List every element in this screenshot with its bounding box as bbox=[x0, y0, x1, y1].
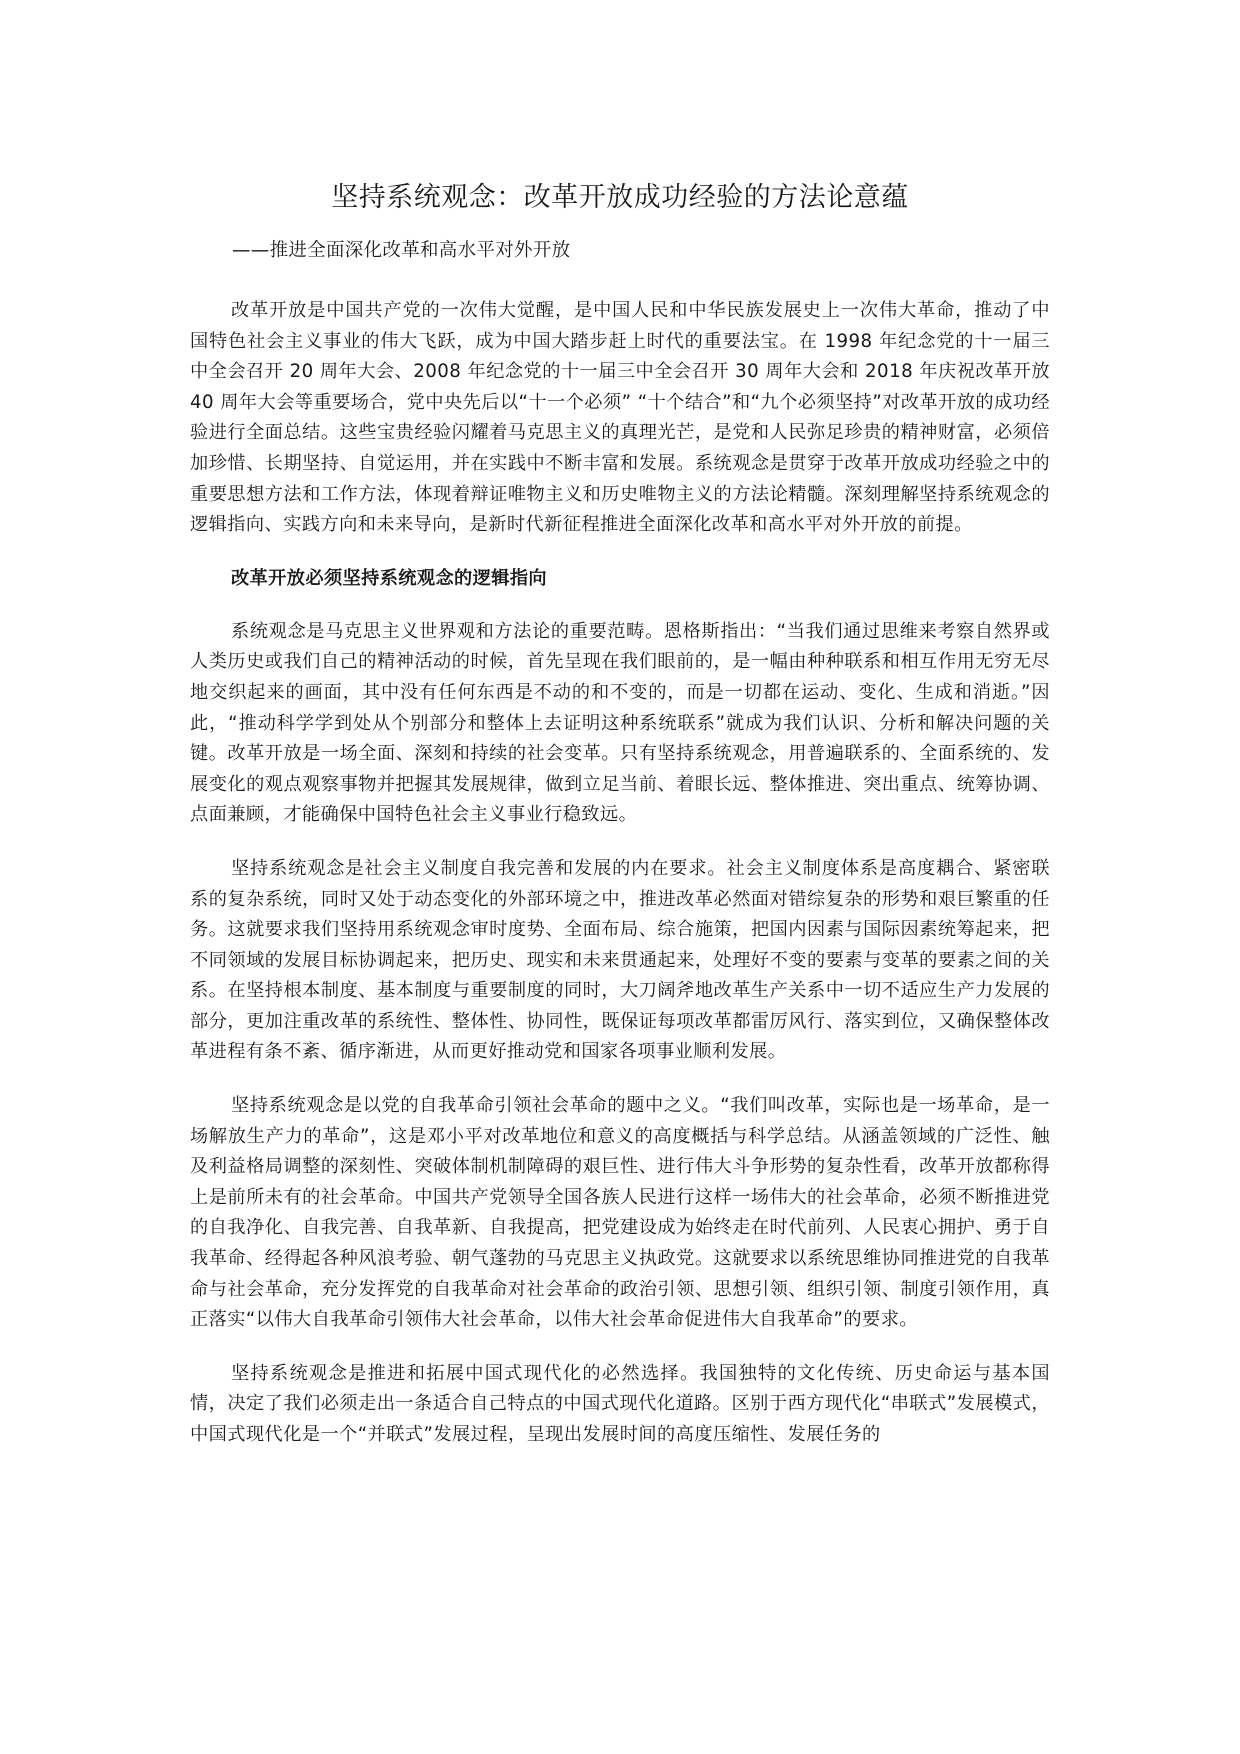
document-page bbox=[190, 178, 1050, 1474]
body-paragraph-2: 坚持系统观念是社会主义制度自我完善和发展的内在要求。社会主义制度体系是高度耦合、紧密联系的复杂系统，同时又处于动态变化的外部环境之中，推进改革必然面对错综复杂的形势和艰巨繁重的任务。这就要求我们坚持用系统观念审时度势、全面布局、综合施策，把国内因素与国际因素统筹起来，把不同领域的发展目标协调起来，把历史、现实和未来贯通起来，处理好不变的要素与变革的要素之间的关系。在坚持根本制度、基本制度与重要制度的同时，大刀阔斧地改革生产关系中一切不适应生产力发展的部分，更加注重改革的系统性、整体性、协同性，既保证每项改革都雷厉风行、落实到位，又确保整体改革进程有条不紊、循序渐进，从而更好推动党和国家各项事业顺利发展。 bbox=[190, 857, 1050, 1063]
intro-paragraph: 改革开放是中国共产党的一次伟大觉醒，是中国人民和中华民族发展史上一次伟大革命，推动了中国特色社会主义事业的伟大飞跃，成为中国大踏步赶上时代的重要法宝。在 1998 年纪念党的十一届三中全会召开 20 周年大会、2008 年纪念党的十一届三中全会召开 30 周年大会和 2018 年庆祝改革开放 40 周年大会等重要场合，党中央先后以“十一个必须” “十个结合”和“九个必须坚持”对改革开放的成功经验进行全面总结。这些宝贵经验闪耀着马克思主义的真理光芒，是党和人民弥足珍贵的精神财富，必须倍加珍惜、长期坚持、自觉运用，并在实践中不断丰富和发展。系统观念是贯穿于改革开放成功经验之中的重要思想方法和工作方法，体现着辩证唯物主义和历史唯物主义的方法论精髓。深刻理解坚持系统观念的逻辑指向、实践方向和未来导向，是新时代新征程推进全面深化改革和高水平对外开放的前提。 bbox=[190, 300, 1050, 536]
document-subtitle: ——推进全面深化改革和高水平对外开放 bbox=[232, 240, 571, 261]
section-heading: 改革开放必须坚持系统观念的逻辑指向 bbox=[231, 567, 547, 589]
body-paragraph-3: 坚持系统观念是以党的自我革命引领社会革命的题中之义。“我们叫改革，实际也是一场革命，是一场解放生产力的革命”，这是邓小平对改革地位和意义的高度概括与科学总结。从涵盖领域的广泛性、触及利益格局调整的深刻性、突破体制机制障碍的艰巨性、进行伟大斗争形势的复杂性看，改革开放都称得上是前所未有的社会革命。中国共产党领导全国各族人民进行这样一场伟大的社会革命，必须不断推进党的自我净化、自我完善、自我革新、自我提高，把党建设成为始终走在时代前列、人民衷心拥护、勇于自我革命、经得起各种风浪考验、朝气蓬勃的马克思主义执政党。这就要求以系统思维协同推进党的自我革命与社会革命，充分发挥党的自我革命对社会革命的政治引领、思想引领、组织引领、制度引领作用，真正落实“以伟大自我革命引领伟大社会革命，以伟大社会革命促进伟大自我革命”的要求。 bbox=[190, 1095, 1050, 1331]
body-paragraph-1: 系统观念是马克思主义世界观和方法论的重要范畴。恩格斯指出：“当我们通过思维来考察自然界或人类历史或我们自己的精神活动的时候，首先呈现在我们眼前的，是一幅由种种联系和相互作用无穷无尽地交织起来的画面，其中没有任何东西是不动的和不变的，而是一切都在运动、变化、生成和消逝。”因此，“推动科学学到处从个别部分和整体上去证明这种系统联系”就成为我们认识、分析和解决问题的关键。改革开放是一场全面、深刻和持续的社会变革。只有坚持系统观念，用普遍联系的、全面系统的、发展变化的观点观察事物并把握其发展规律，做到立足当前、着眼长远、整体推进、突出重点、统筹协调、点面兼顾，才能确保中国特色社会主义事业行稳致远。 bbox=[190, 620, 1050, 826]
body-paragraph-4: 坚持系统观念是推进和拓展中国式现代化的必然选择。我国独特的文化传统、历史命运与基本国情，决定了我们必须走出一条适合自己特点的中国式现代化道路。区别于西方现代化“串联式”发展模式，中国式现代化是一个“并联式”发展过程，呈现出发展时间的高度压缩性、发展任务的 bbox=[190, 1362, 1050, 1445]
document-title: 坚持系统观念：改革开放成功经验的方法论意蕴 bbox=[331, 182, 909, 213]
